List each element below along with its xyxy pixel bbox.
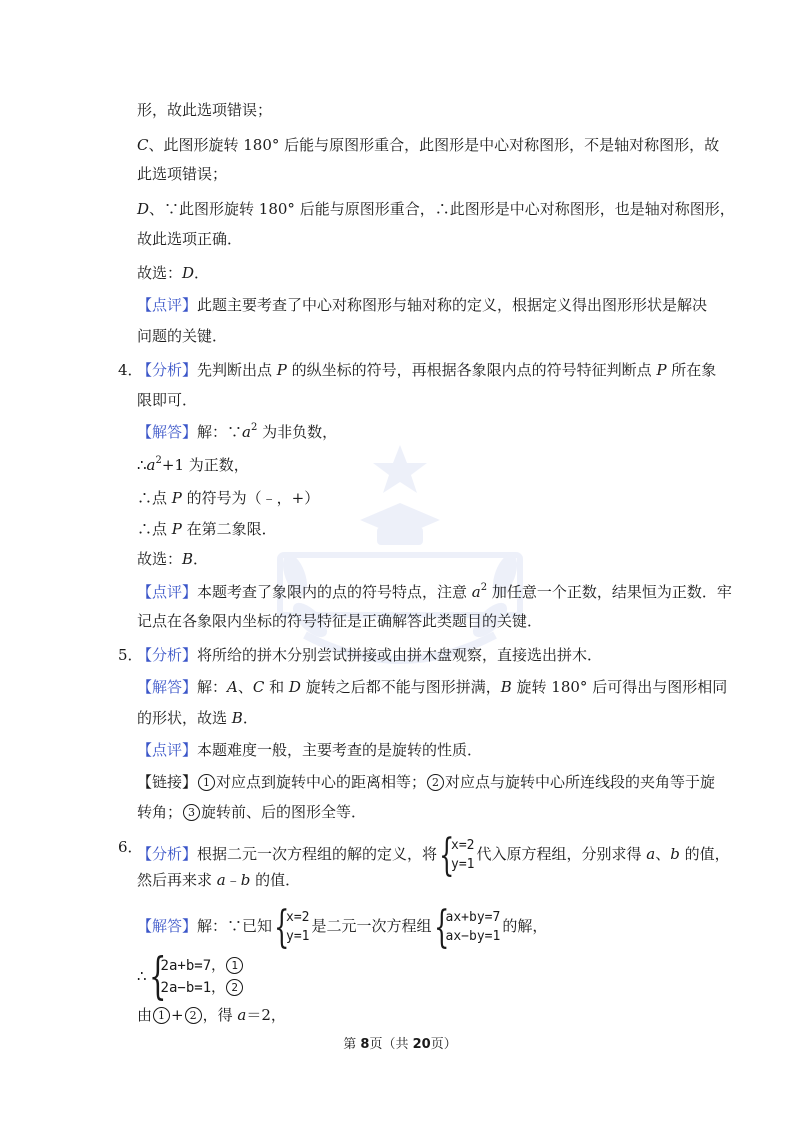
- question-number: 6．: [118, 838, 143, 856]
- text-line: ∴点 P 在第二象限．: [137, 520, 277, 538]
- text-line: $\therefore a^2+1$ 为正数，: [137, 455, 249, 474]
- text-line: 的形状，故选 B．: [137, 709, 258, 727]
- text-line: 转角； 3 旋转前、后的图形全等．: [137, 803, 367, 821]
- answer-section: 【解答】解：A、C 和 D 旋转之后都不能与图形拼满，B 旋转 180° 后可得出与图形相同: [137, 678, 728, 696]
- text-line: D、∵此图形旋转 180° 后能与原图形重合，∴此图形是中心对称图形，也是轴对称图形，: [137, 200, 735, 218]
- text-line: 故此选项正确．: [137, 230, 243, 248]
- analysis-section: 【分析】根据二元一次方程组的解的定义，将 { x=2 y=1 代入原方程组，分别求得 a、b 的值，: [137, 830, 730, 881]
- text-line: 故选：B．: [137, 550, 209, 568]
- text-line: 故选：D．: [137, 264, 210, 282]
- answer-section: 【解答】解：$\because a^2$ 为非负数，: [137, 422, 338, 441]
- review-section: 【点评】此题主要考查了中心对称图形与轴对称的定义，根据定义得出图形形状是解决: [137, 296, 708, 314]
- text-line: ∴点 P 的符号为（﹣，+）: [137, 489, 320, 507]
- equation-system: { x=2 y=1: [274, 902, 310, 953]
- review-section: 【点评】本题难度一般，主要考查的是旋转的性质．: [137, 741, 483, 759]
- question-number: 4．: [118, 361, 143, 379]
- page-footer: 第 8页（共 20页）: [343, 1037, 457, 1052]
- question-number: 5．: [118, 646, 143, 664]
- equation-system: { ax+by=7 ax−by=1: [433, 902, 501, 953]
- text-line: C、此图形旋转 180° 后能与原图形重合，此图形是中心对称图形，不是轴对称图形，故: [137, 136, 720, 154]
- analysis-section: 【分析】将所给的拼木分别尝试拼接或由拼木盘观察，直接选出拼木．: [137, 646, 603, 664]
- text-line: 由 1 + 2 ，得 a＝2，: [137, 1006, 286, 1024]
- text-line: 此选项错误；: [137, 165, 228, 183]
- text-line: 然后再来求 a﹣b 的值．: [137, 871, 301, 889]
- analysis-section: 【分析】先判断出点 P 的纵坐标的符号，再根据各象限内点的符号特征判断点 P 所在象: [137, 361, 717, 379]
- text-line: 记点在各象限内坐标的符号特征是正确解答此类题目的关键．: [137, 612, 543, 630]
- answer-section: 【解答】解：∵已知 { x=2 y=1 是二元一次方程组 { ax+by=7 ax−by=1 的解，: [137, 902, 548, 953]
- link-section: 【链接】 1 对应点到旋转中心的距离相等； 2 对应点与旋转中心所连线段的夹角等于旋: [137, 773, 716, 791]
- text-line: 限即可．: [137, 391, 198, 409]
- review-section: 【点评】本题考查了象限内的点的符号特点，注意 $a^2$ 加任意一个正数，结果恒为正数．牢: [137, 582, 732, 601]
- text-line: 问题的关键．: [137, 327, 228, 345]
- text-line: ∴ { 2a+b=7， 1 2a−b=1， 2: [137, 955, 700, 999]
- text-line: 形，故此选项错误；: [137, 101, 273, 119]
- equation-system: { x=2 y=1: [439, 830, 475, 881]
- equation-system: { 2a+b=7， 1 2a−b=1， 2: [149, 955, 245, 999]
